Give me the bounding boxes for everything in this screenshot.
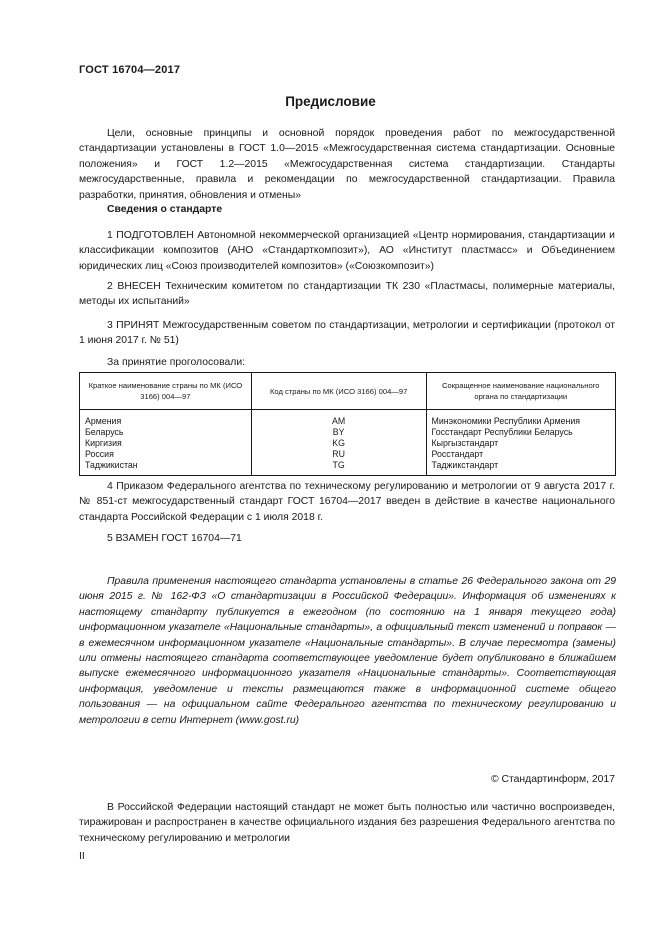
item-5-paragraph: 5 ВЗАМЕН ГОСТ 16704—71 — [107, 533, 242, 544]
copyright-notice: © Стандартинформ, 2017 — [490, 774, 615, 785]
table-cell-code: KG — [251, 438, 426, 449]
item-3-paragraph: 3 ПРИНЯТ Межгосударственным советом по стандартизации, метрологии и сертификации (протокол от 1 июня 2017 г. № 51) — [79, 320, 615, 347]
table-header-row — [80, 373, 616, 410]
item-2-paragraph: 2 ВНЕСЕН Техническим комитетом по стандартизации ТК 230 «Пластмасы, полимерные материалы, методы их испытаний» — [79, 281, 615, 308]
table-cell-body: Госстандарт Республики Беларусь — [426, 427, 615, 438]
info-heading: Сведения о стандарте — [107, 204, 223, 215]
table-header-country: Краткое наименование страны по МК (ИСО 3166) 004—97 — [80, 373, 252, 410]
page-number: II — [79, 851, 85, 862]
table-header-code: Код страны по МК (ИСО 3166) 004—97 — [251, 373, 426, 410]
table-header-body: Сокращенное наименование национального органа по стандартизации — [426, 373, 615, 410]
table-cell-country: Армения — [80, 410, 252, 428]
rules-notice: Правила применения настоящего стандарта установлены в статье 26 Федерального закона от 29 июня 2015 г. № 162-ФЗ «О стандартизации в Российской Федерации». Информация об изменениях к настоящему стандарту публикуется в ежегодном (по состоянию на 1 января текущего года) информационном указателе «Национальные стандарты», а официальный текст изменений и поправок — в ежемесячном информационном указателе «Национальные стандарты». В случае пересмотра (замены) или отмены настоящего стандарта соответствующее уведомление будет опубликовано в ближайшем выпуске ежемесячного информационного указателя «Национальные стандарты». Соответствующая информация, уведомление и тексты размещаются также в информационной системе общего пользования — на официальном сайте Федерального агентства по техническому регулированию и метрологии в сети Интернет (www.gost.ru) — [79, 576, 616, 726]
table-cell-country: Таджикистан — [80, 460, 252, 476]
table-row — [80, 460, 616, 476]
table-cell-body: Таджикстандарт — [426, 460, 615, 476]
table-row — [80, 410, 616, 428]
reproduction-notice: В Российской Федерации настоящий стандарт не может быть полностью или частично воспроизведен, тиражирован и распространен в качестве официального издания без разрешения Федерального агентства по техническому регулированию и метрологии — [79, 802, 615, 844]
table-cell-country: Беларусь — [80, 427, 252, 438]
table-row — [80, 449, 616, 460]
table-cell-body: Кыргызстандарт — [426, 438, 615, 449]
voting-countries-table — [79, 372, 616, 476]
table-row — [80, 438, 616, 449]
table-cell-country: Россия — [80, 449, 252, 460]
item-4-paragraph: 4 Приказом Федерального агентства по техническому регулированию и метрологии от 9 августа 2017 г. № 851-ст межгосударственный стандарт ГОСТ 16704—2017 введен в действие в качестве национального стандарта Российской Федерации с 1 июля 2018 г. — [79, 481, 615, 523]
page-title: Предисловие — [285, 94, 376, 109]
item-1-paragraph: 1 ПОДГОТОВЛЕН Автономной некоммерческой организацией «Центр нормирования, стандартизации и классификации композитов (АНО «Стандарткомпозит»), АО «Институт пластмасс» и Объединением юридических лиц «Союз производителей композитов» («Союзкомпозит») — [79, 230, 615, 272]
intro-paragraph: Цели, основные принципы и основной порядок проведения работ по межгосударственной стандартизации установлены в ГОСТ 1.0—2015 «Межгосударственная система стандартизации. Основные положения» и ГОСТ 1.2—2015 «Межгосударственная система стандартизации. Стандарты межгосударственные, правила и рекомендации по межгосударственной стандартизации. Правила разработки, принятия, обновления и отмены» — [79, 128, 615, 201]
table-cell-code: AM — [251, 410, 426, 428]
table-row — [80, 427, 616, 438]
document-id: ГОСТ 16704—2017 — [79, 64, 181, 76]
table-cell-body: Минэкономики Республики Армения — [426, 410, 615, 428]
voted-label: За принятие проголосовали: — [107, 357, 246, 368]
table-cell-code: BY — [251, 427, 426, 438]
table-cell-body: Росстандарт — [426, 449, 615, 460]
table-cell-country: Киргизия — [80, 438, 252, 449]
table-cell-code: RU — [251, 449, 426, 460]
table-cell-code: TG — [251, 460, 426, 476]
